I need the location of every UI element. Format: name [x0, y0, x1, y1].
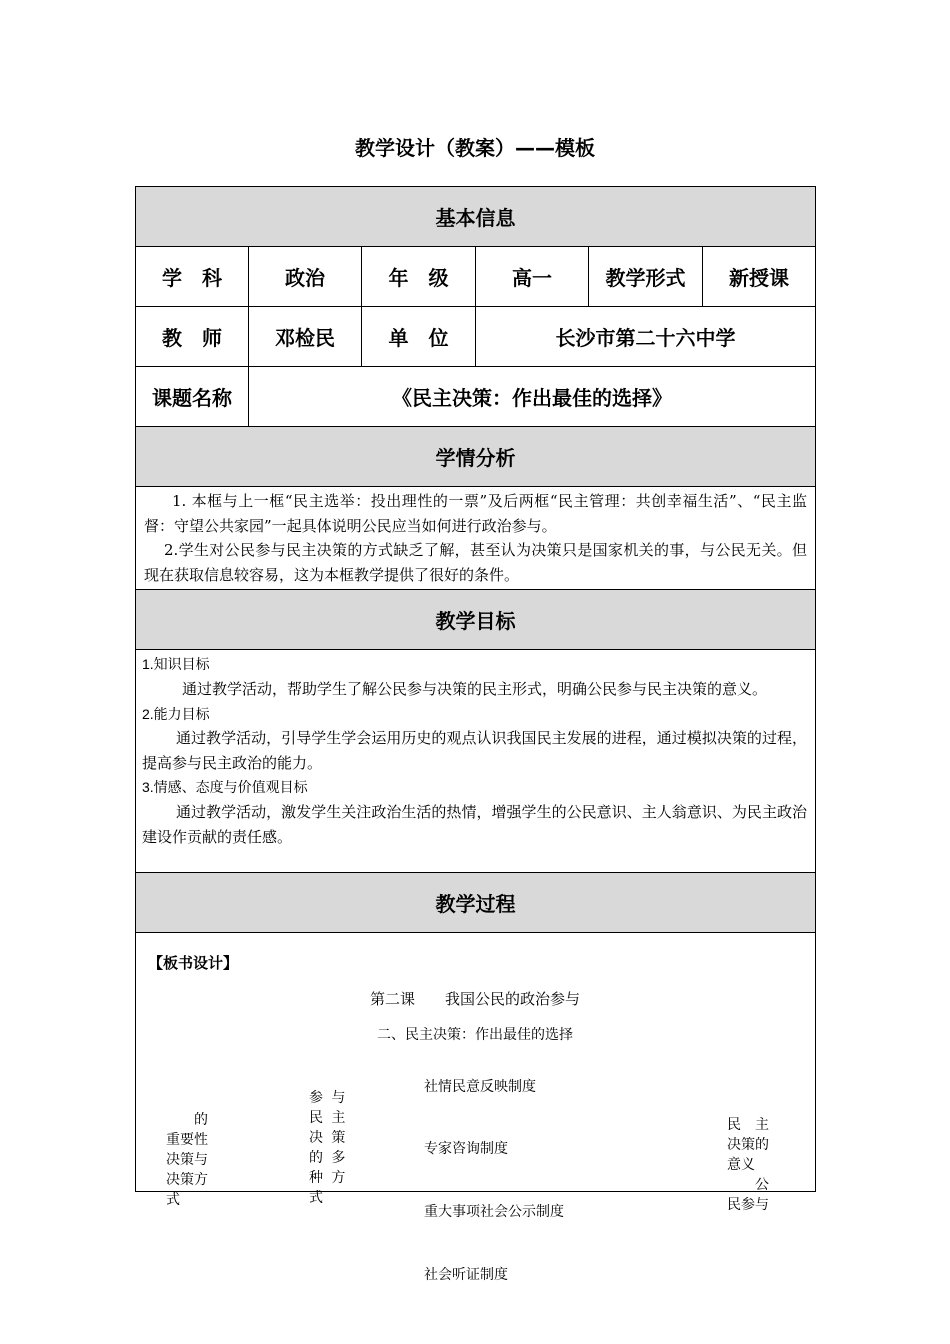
basic-info-header: 基本信息 [136, 187, 816, 247]
topic-label: 课题名称 [136, 367, 249, 427]
board-item-1: 社情民意反映制度 [424, 1079, 536, 1095]
subject-label: 学 科 [136, 247, 249, 307]
objectives-header: 教学目标 [136, 590, 816, 650]
board-section-title: 二、民主决策：作出最佳的选择 [377, 1027, 573, 1043]
teaching-form-label: 教学形式 [589, 247, 703, 307]
topic-value: 《民主决策：作出最佳的选择》 [249, 367, 816, 427]
grade-value: 高一 [476, 247, 589, 307]
unit-value: 长沙市第二十六中学 [476, 307, 816, 367]
objectives-body [136, 650, 816, 873]
board-design-label: 【板书设计】 [148, 954, 239, 972]
unit-label: 单 位 [362, 307, 476, 367]
board-item-2: 专家咨询制度 [424, 1141, 508, 1157]
board-left-column: 的 重要性 决策与 决策方 式 [166, 1112, 208, 1208]
document-title: 教学设计（教案）——模板 [355, 136, 595, 160]
objective-knowledge-title: 1.知识目标 [142, 656, 210, 673]
analysis-paragraph-2: 2.学生对公民参与民主决策的方式缺乏了解，甚至认为决策只是国家机关的事，与公民无关。但现在获取信息较容易，这为本框教学提供了很好的条件。 [144, 541, 807, 584]
objective-knowledge-text: 通过教学活动，帮助学生了解公民参与决策的民主形式，明确公民参与民主决策的意义。 [182, 679, 768, 698]
teacher-value: 邓检民 [249, 307, 362, 367]
teaching-form-value: 新授课 [703, 247, 816, 307]
objective-attitude-text: 通过教学活动，激发学生关注政治生活的热情，增强学生的公民意识、主人翁意识、为民主政治建设作贡献的责任感。 [142, 802, 807, 846]
board-lesson-title: 第二课 我国公民的政治参与 [369, 990, 580, 1008]
board-middle-column: 参 与 民 主 决 策 的 多 种 方 式 [309, 1090, 346, 1206]
board-right-column: 民 主 决策的 意义 公 民参与 [727, 1117, 769, 1213]
analysis-paragraph-1: 1. 本框与上一框“民主选举：投出理性的一票”及后两框“民主管理：共创幸福生活”、“民主监督：守望公共家园”一起具体说明公民应当如何进行政治参与。 [144, 492, 807, 535]
board-item-4: 社会听证制度 [424, 1267, 508, 1283]
objective-ability-title: 2.能力目标 [142, 705, 210, 722]
board-item-3: 重大事项社会公示制度 [424, 1204, 564, 1220]
subject-value: 政治 [249, 247, 362, 307]
teacher-label: 教 师 [136, 307, 249, 367]
objective-attitude-title: 3.情感、态度与价值观目标 [142, 779, 308, 796]
objective-ability-text: 通过教学活动，引导学生学会运用历史的观点认识我国民主发展的进程，通过模拟决策的过程，提高参与民主政治的能力。 [142, 729, 807, 772]
grade-label: 年 级 [362, 247, 476, 307]
process-header: 教学过程 [136, 873, 816, 933]
analysis-header: 学情分析 [136, 427, 816, 487]
analysis-body [136, 487, 816, 590]
